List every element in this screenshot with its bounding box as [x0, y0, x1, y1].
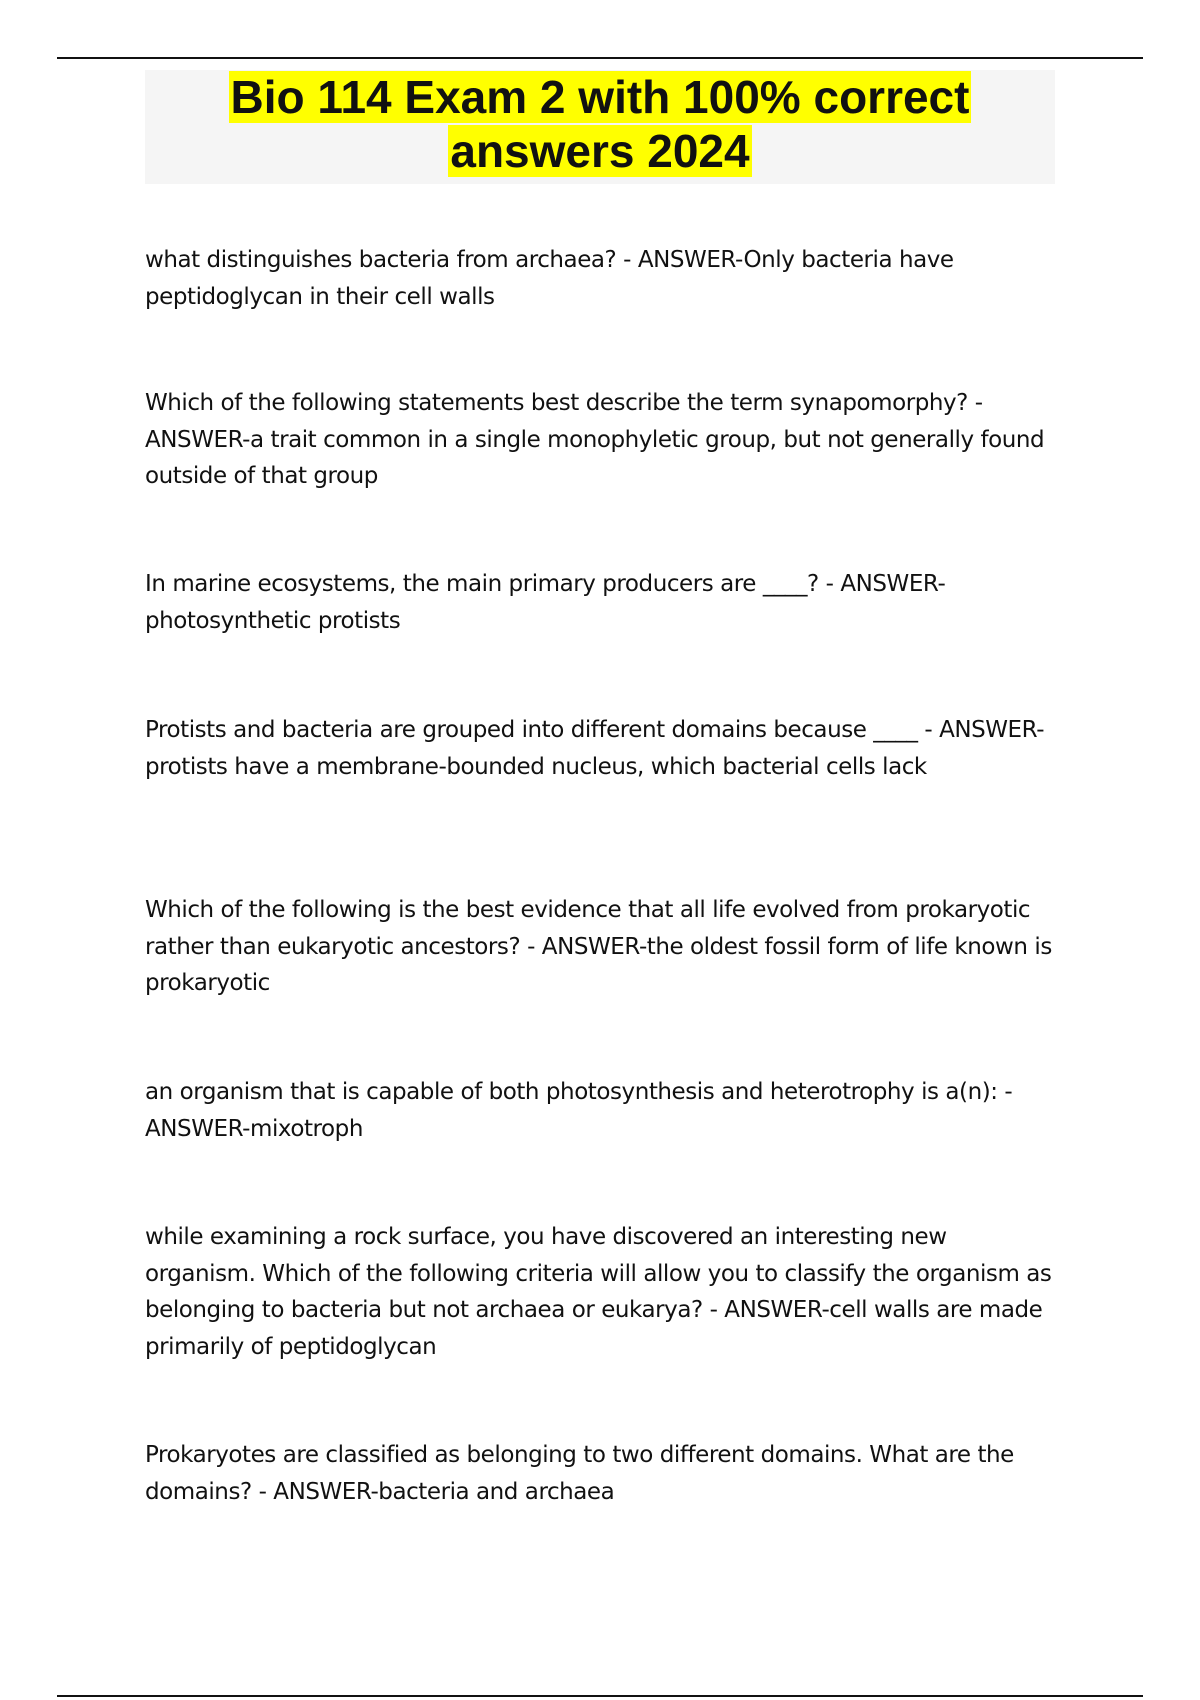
qa-item-7: while examining a rock surface, you have discovered an interesting new organism. Which of the following criteria will allow you to classify the organism as belonging to bacteria but not archaea or eukarya? - ANSWER-cell walls are made primarily of peptidoglycan — [145, 1224, 1052, 1360]
qa-item-2: Which of the following statements best describe the term synapomorphy? - ANSWER-a trait common in a single monophyletic group, but not generally found outside of that group — [145, 390, 1045, 489]
qa-item-5: Which of the following is the best evidence that all life evolved from prokaryotic rather than eukaryotic ancestors? - ANSWER-the oldest fossil form of life known is prokaryotic — [145, 897, 1052, 996]
bottom-rule — [57, 1695, 1143, 1697]
page-title — [145, 70, 1055, 178]
qa-item-4: Protists and bacteria are grouped into different domains because ____ - ANSWER-protists have a membrane-bounded nucleus, which bacterial cells lack — [145, 717, 1045, 780]
qa-item-1: what distinguishes bacteria from archaea? - ANSWER-Only bacteria have peptidoglycan in their cell walls — [145, 247, 954, 310]
top-rule — [57, 57, 1143, 59]
title-highlight: Bio 114 Exam 2 with 100% correct answers 2024 — [230, 71, 970, 177]
qa-item-6: an organism that is capable of both photosynthesis and heterotrophy is a(n): - ANSWER-mixotroph — [145, 1079, 1013, 1142]
qa-item-8: Prokaryotes are classified as belonging to two different domains. What are the domains? - ANSWER-bacteria and archaea — [145, 1442, 1014, 1505]
qa-item-3: In marine ecosystems, the main primary producers are ____? - ANSWER-photosynthetic protists — [145, 571, 946, 634]
